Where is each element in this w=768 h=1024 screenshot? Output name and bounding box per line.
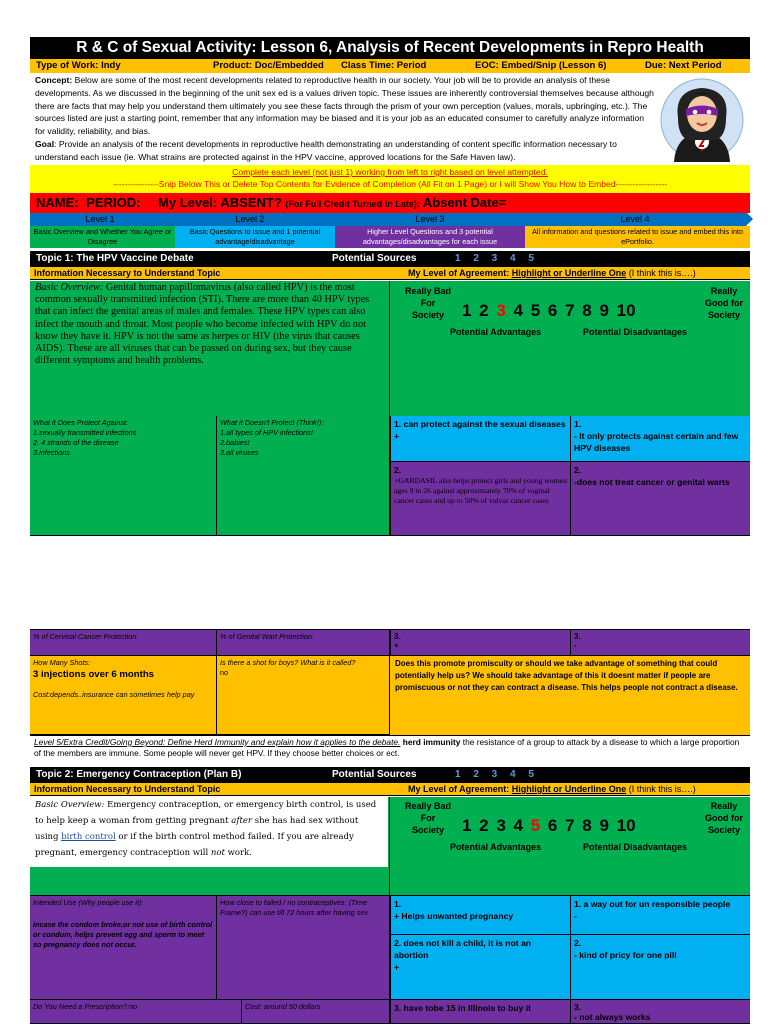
level-4-label: Level 4 — [620, 214, 650, 224]
student-name-bar — [30, 193, 750, 213]
scale-high[interactable]: 6 7 8 9 10 — [540, 816, 636, 835]
disadvantage-text: -does not treat cancer or genital warts — [574, 477, 730, 487]
topic-1-info-header — [30, 267, 750, 280]
level-2-label: Level 2 — [235, 214, 265, 224]
good-for-society-label: Really Good for Society — [705, 286, 743, 320]
topic-2-overview — [30, 797, 388, 867]
genital-wart-protection-cell[interactable] — [217, 629, 390, 656]
topic-2-sources-label: Potential Sources — [332, 769, 417, 780]
agreement-label: My Level of Agreement: — [408, 784, 512, 794]
topic-2-disadvantage-2[interactable] — [570, 935, 750, 1000]
does-protect-cell[interactable] — [30, 416, 217, 536]
advantage-plus: + — [394, 641, 399, 650]
scale-low[interactable]: 1 2 — [462, 301, 497, 320]
advantage-plus: + — [394, 962, 400, 972]
topic-1-source-links[interactable]: 1 2 3 4 5 — [455, 253, 534, 264]
intended-use-label: Intended Use (Why people use it): — [33, 898, 144, 907]
advantage-text: 2. does not kill a child, it is not an abortion — [394, 938, 532, 960]
snip-note: ----------------Snip Below This or Delete Top Contents for Evidence of Completion (All Fit on 1 Page) or I will Show You How to Embed------------------ — [112, 179, 668, 189]
topic-1-advantage-1[interactable] — [390, 416, 570, 462]
topic-2-overview-area — [30, 797, 390, 895]
birth-control-link[interactable]: birth control — [61, 832, 116, 842]
topic-1-disadvantage-3[interactable] — [570, 629, 750, 656]
does-protect-item: 3.infections — [33, 448, 70, 457]
promiscuity-question[interactable]: Does this promote promiscuity or should we take advantage of something that could potentially help us? We should take advantage of this it doesnt matter if people are promiscuous or not they can contract a disease. This helps people not contract a disease. — [390, 656, 750, 735]
overview-text: or if the birth control method failed. If you are already pregnant, emergency contraception will — [35, 832, 354, 858]
does-protect-item: 1.sexually transmitted infections — [33, 428, 137, 437]
cervical-cancer-label: % of Cervical Cancer Protection: — [33, 632, 139, 641]
advantage-text: 1. can protect against the sexual diseases — [394, 419, 566, 429]
topic-2-title: Topic 2: Emergency Contraception (Plan B) — [36, 769, 242, 780]
shots-value: 3 injections over 6 months — [33, 669, 155, 680]
topic-1-advantage-2[interactable] — [390, 462, 570, 536]
topic-1-disadvantage-2[interactable] — [570, 462, 750, 536]
overview-emphasis: after — [231, 816, 252, 826]
concept-goal-text — [30, 73, 750, 165]
advantage-number: 3. — [394, 632, 401, 641]
concept-text: Below are some of the most recent developments related to reproductive health in our society. Your job will be to provide an analysis of these developments. As we discussed in the beginning of the unit sex ed is a values driven topic. These issues are inherently controversial themselves because although there are facts that may help you understand them ultimately you see these facts through the prism of your own perception (values, morals, upbringing, etc.). The sources listed are just a starting point, remember that any information may be biased and it is your job as an educated consumer to carefully analyze information for validity, reliability, and bias. — [35, 75, 654, 137]
disadvantage-number: 3. — [574, 1002, 582, 1012]
info-header-text: Information Necessary to Understand Topic — [34, 784, 221, 794]
extra-credit-term: herd immunity — [400, 737, 461, 747]
agreement-tail: (I think this is….) — [626, 268, 696, 278]
agreement-label: My Level of Agreement: — [408, 268, 512, 278]
does-not-protect-item: 1.all types of HPV infections! — [220, 428, 313, 437]
overview-label: Basic Overview: — [35, 800, 105, 810]
goal-text: : Provide an analysis of the recent developments in reproductive health demonstrating an understanding of content specific information necessary to understand each issue (ie. What strains are protected against in the HPV vaccine, approved locations for the Safe Haven law). — [35, 138, 617, 162]
disadvantage-dash: - — [574, 911, 577, 921]
agreement-header — [408, 267, 696, 280]
does-not-protect-label: What it Doesn't Protect (Think!): — [220, 418, 324, 427]
agreement-instruction: Highlight or Underline One — [511, 784, 627, 794]
due-date: Due: Next Period — [645, 60, 722, 71]
does-protect-item: 2. 4 strands of the disease — [33, 438, 119, 447]
disadvantage-number: 1. — [574, 419, 582, 429]
good-for-society-label: Really Good for Society — [705, 801, 743, 835]
scale-high[interactable]: 4 5 6 7 8 9 10 — [505, 301, 636, 320]
time-frame-cell[interactable] — [217, 895, 390, 1000]
level-1-desc: Basic Overview and Whether You Agree or Disagree — [30, 226, 175, 248]
page-title: R & C of Sexual Activity: Lesson 6, Analysis of Recent Developments in Repro Health — [30, 37, 750, 59]
disadvantage-text: - not always works — [574, 1012, 651, 1022]
name-field[interactable]: NAME: — [36, 195, 79, 210]
topic-2-advantage-1[interactable] — [390, 895, 570, 935]
potential-advantages-label: Potential Advantages — [450, 327, 542, 337]
agreement-rating-scale[interactable] — [462, 301, 636, 321]
overview-label: Basic Overview: — [35, 282, 104, 293]
level-1-label: Level 1 — [85, 214, 115, 224]
disadvantage-number: 3. — [574, 632, 581, 641]
cost-text: Cost:depends..insurance can sometimes help pay — [33, 690, 195, 699]
shot-for-boys-cell[interactable] — [217, 656, 390, 735]
late-credit-note: (For Full Credit Turned in Late): — [285, 199, 420, 209]
product: Product: Doc/Embedded — [213, 60, 324, 71]
instruction-banner — [30, 165, 750, 193]
disadvantage-dash: - — [574, 641, 577, 650]
time-frame-label: How close to failed / no contraceptives: (Time Frame?) can use till 72 hours after having sex — [220, 898, 369, 917]
eoc: EOC: Embed/Snip (Lesson 6) — [475, 60, 607, 71]
does-not-protect-cell[interactable] — [217, 416, 390, 536]
topic-1-disadvantage-1[interactable] — [570, 416, 750, 462]
cost-label: Cost: around 50 dollars — [245, 1002, 321, 1011]
scale-low[interactable]: 1 2 3 4 — [462, 816, 531, 835]
extra-credit-label: Level 5/Extra Credit/Going Beyond: Define Herd Immunity and explain how it applies to the debate. — [34, 737, 401, 747]
potential-advantages-label: Potential Advantages — [450, 842, 542, 852]
topic-1-agreement-scale — [390, 281, 750, 416]
my-level-field[interactable]: My Level: ABSENT? — [158, 195, 286, 210]
topic-2-disadvantage-3[interactable] — [570, 1000, 750, 1024]
level-arrow-head — [745, 211, 753, 227]
period-field[interactable]: PERIOD: — [86, 195, 141, 210]
overview-emphasis: not — [210, 848, 225, 858]
disadvantage-text: - kind of pricy for one pill — [574, 950, 677, 960]
level-4-desc: All information and questions related to issue and embed this into ePortfolio. — [525, 226, 750, 248]
absent-date-field[interactable]: Absent Date= — [419, 195, 507, 210]
goal-label: Goal — [35, 138, 55, 149]
disadvantage-number: 2. — [574, 465, 582, 475]
type-of-work: Type of Work: Indy — [36, 60, 121, 71]
agreement-header — [408, 783, 696, 796]
boys-value: no — [220, 668, 229, 677]
topic-2-header — [30, 767, 750, 783]
bad-for-society-label: Really Bad For Society — [404, 286, 452, 320]
potential-disadvantages-label: Potential Disadvantages — [583, 842, 688, 852]
complete-note: Complete each level (not just 1) working from left to right based on level attempted. — [232, 167, 548, 177]
prescription-cell[interactable] — [30, 1000, 242, 1024]
disadvantage-text: - It only protects against certain and few HPV diseases — [574, 431, 739, 453]
intended-use-value: incase the condom broke,or not use of birth control or condum, helps prevent egg and sperm to meet so pregnancy does not occur. — [33, 920, 213, 949]
potential-disadvantages-label: Potential Disadvantages — [583, 327, 688, 337]
overview-text: she has had sex without using — [35, 816, 359, 842]
topic-2-advantage-3[interactable] — [390, 1000, 570, 1024]
level-3-label: Level 3 — [415, 214, 445, 224]
topic-2-disadvantage-1[interactable] — [570, 895, 750, 935]
advantage-text: 3. have tobe 15 in Illinois to buy it — [394, 1003, 532, 1013]
prescription-label: Do You Need a Prescription?:no — [33, 1002, 138, 1011]
advantage-text: + Helps unwanted pregnancy — [394, 911, 514, 921]
overview-text: Genital human papillomavirus (also called HPV) is the most common sexually transmitted infection (STI). There are more than 40 HPV types that can infect the genital areas of males and females. These HPV types can also infect the mouth and throat. Most people who become infected with HPV do not know they have it. HPV is not the same as herpes or HIV (the virus that causes AIDS). These are all viruses that can be passed on during sex, but they cause different symptoms and health problems. — [35, 282, 370, 367]
does-protect-label: What it Does Protect Against: — [33, 418, 129, 427]
does-not-protect-item: 3.all viruses — [220, 448, 259, 457]
level-3-desc: Higher Level Questions and 3 potential advantages/disadvantages for each issue — [335, 226, 525, 248]
agreement-tail: (I think this is….) — [626, 784, 696, 794]
overview-text: work. — [224, 848, 252, 858]
class-time: Class Time: Period — [341, 60, 427, 71]
topic-1-advantage-3[interactable] — [390, 629, 570, 656]
extra-credit-answer: the resistance of a group to attack by a disease to which a large proportion of the members are immune. Some people will never get HPV. If they choose better choices or ect. — [34, 737, 740, 758]
bad-for-society-label: Really Bad For Society — [404, 801, 452, 835]
intended-use-cell[interactable] — [30, 895, 217, 1000]
topic-1-overview — [30, 281, 390, 416]
disadvantage-text: 1. a way out for un responsible people — [574, 899, 731, 909]
selected-rating[interactable]: 5 — [530, 816, 541, 835]
disadvantage-number: 2. — [574, 938, 582, 948]
does-not-protect-item: 2.babies! — [220, 438, 250, 447]
concept-label: Concept: — [35, 75, 73, 85]
selected-rating[interactable]: 3 — [496, 301, 506, 320]
cervical-cancer-protection-cell[interactable] — [30, 629, 217, 656]
topic-2-info-header — [30, 783, 750, 796]
boys-label: Is there a shot for boys? What is it called? — [220, 658, 356, 667]
agreement-rating-scale[interactable] — [462, 816, 636, 836]
cost-cell[interactable] — [242, 1000, 390, 1024]
topic-2-advantage-2[interactable] — [390, 935, 570, 1000]
superhero-avatar — [660, 78, 744, 162]
advantage-number: 2. — [394, 465, 402, 475]
overview-text: Emergency contraception, or emergency birth control, is used to help keep a woman from getting pregnant — [35, 800, 377, 826]
info-header-text: Information Necessary to Understand Topic — [34, 268, 221, 278]
advantage-text: +GARDASIL also helps protect girls and young women ages 9 to 26 against approximately 70% of vaginal cancer cases and up to 50% of vulvar cancer cases — [394, 476, 567, 505]
topic-1-header — [30, 251, 750, 267]
genital-wart-label: % of Genital Wart Protection: — [220, 632, 314, 641]
assignment-info-bar — [30, 59, 750, 73]
shots-label: How Many Shots: — [33, 658, 91, 667]
level-2-desc: Basic Questions to Issue and 1 potential advantage/disadvantage — [175, 226, 335, 248]
topic-2-agreement-scale — [390, 797, 750, 895]
agreement-instruction: Highlight or Underline One — [511, 268, 627, 278]
topic-1-sources-label: Potential Sources — [332, 253, 417, 264]
advantage-number: 1. — [394, 899, 402, 909]
how-many-shots-cell[interactable] — [30, 656, 217, 735]
topic-2-source-links[interactable]: 1 2 3 4 5 — [455, 769, 534, 780]
extra-credit-section[interactable] — [30, 735, 750, 759]
advantage-plus: + — [394, 431, 400, 441]
topic-1-title: Topic 1: The HPV Vaccine Debate — [36, 253, 194, 264]
